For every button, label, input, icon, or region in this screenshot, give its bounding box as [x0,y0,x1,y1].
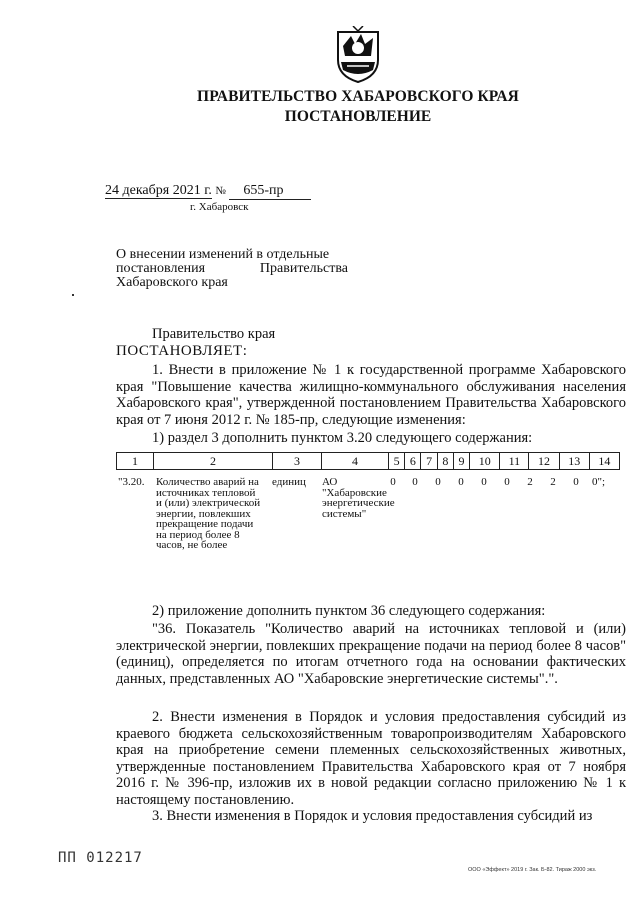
row-value: 2 [527,476,533,488]
row-value: 0"; [592,476,606,488]
subject-line-2 [116,262,348,276]
table-header-cell: 1 [117,453,154,470]
table-header-cell: 11 [500,453,529,470]
number-sign: № [215,185,226,197]
row-source: АО "Хабаровские энергетические системы" [322,476,395,520]
paragraph-3: 3. Внести изменения в Порядок и условия предоставления субсидий из [152,808,593,824]
doc-type-heading: ПОСТАНОВЛЕНИЕ [284,108,432,125]
row-value: 0 [435,476,441,488]
doc-number: 655-пр [229,183,311,200]
row-value: 0 [504,476,510,488]
table-header-cell: 8 [437,453,453,470]
registration-stamp: ПП 012217 [58,850,143,866]
paragraph-2: 2. Внести изменения в Порядок и условия предоставления субсидий из краевого бюджета сельскохозяйственным товаропроизводителям Хабаровского края на приобретение семени племенных сельскохозяйственных животных, утвержденные постановлением Правительства Хабаровского края от 7 ноября 2016 г. № 396-пр, изложив их в новой редакции согласно приложению № 1 к настоящему постановлению. [116,709,626,808]
subject-word-a: постановления [116,261,206,276]
subject-line-1: О внесении изменений в отдельные [116,247,330,262]
coat-of-arms-emblem [333,26,383,84]
row-indicator-name: Количество аварий на источниках тепловой и (или) электрической энергии, повлекших прекращение подачи на период более 8 часов, не более [156,476,261,551]
paragraph-36: "36. Показатель "Количество аварий на источниках тепловой и (или) электрической энергии, повлекших прекращение подачи на период более 8 часов" (единиц), определяется по итогам отчетного года на основании фактических данных, представленных АО "Хабаровские энергетические системы".". [116,621,626,687]
table-header-row [117,453,620,470]
paragraph-1: 1. Внести в приложение № 1 к государственной программе Хабаровского края "Повышение качества жилищно-коммунального обслуживания населения Хабаровского края", утвержденной постановлением Правительства Хабаровского края от 7 июня 2012 г. № 185-пр, следующие изменения: [116,362,626,428]
org-heading: ПРАВИТЕЛЬСТВО ХАБАРОВСКОГО КРАЯ [197,88,519,105]
subject-block [116,248,348,290]
table-header-cell: 5 [389,453,405,470]
row-value: 0 [573,476,579,488]
table-header-cell: 3 [273,453,322,470]
row-value: 2 [550,476,556,488]
subitem-1: 1) раздел 3 дополнить пунктом 3.20 следующего содержания: [152,430,533,446]
subitem-2: 2) приложение дополнить пунктом 36 следующего содержания: [152,603,546,619]
city: г. Хабаровск [190,201,249,213]
row-value: 0 [481,476,487,488]
subject-word-b: Правительства [259,261,348,276]
stray-mark [72,294,74,296]
row-value: 0 [458,476,464,488]
table-header-cell: 12 [529,453,559,470]
date-number-line [105,183,311,200]
row-value: 0 [412,476,418,488]
table-header-cell: 14 [589,453,619,470]
table-header-cell: 7 [421,453,437,470]
table-header-cell: 2 [154,453,273,470]
table-header-cell: 4 [322,453,389,470]
row-unit: единиц [272,476,306,488]
indicator-table-header [116,452,620,470]
table-header-cell: 9 [453,453,469,470]
row-number: "3.20. [118,476,145,488]
table-header-cell: 6 [405,453,421,470]
government-line: Правительство края [152,326,276,342]
decree-word: ПОСТАНОВЛЯЕТ: [116,343,248,359]
table-header-cell: 10 [470,453,500,470]
row-value: 0 [390,476,396,488]
table-header-cell: 13 [559,453,589,470]
doc-date: 24 декабря 2021 г. [105,183,212,198]
subject-line-3: Хабаровского края [116,275,228,290]
printer-imprint: ООО «Эффект» 2019 г. Зак. Б-82. Тираж 2000 экз. [468,867,597,873]
